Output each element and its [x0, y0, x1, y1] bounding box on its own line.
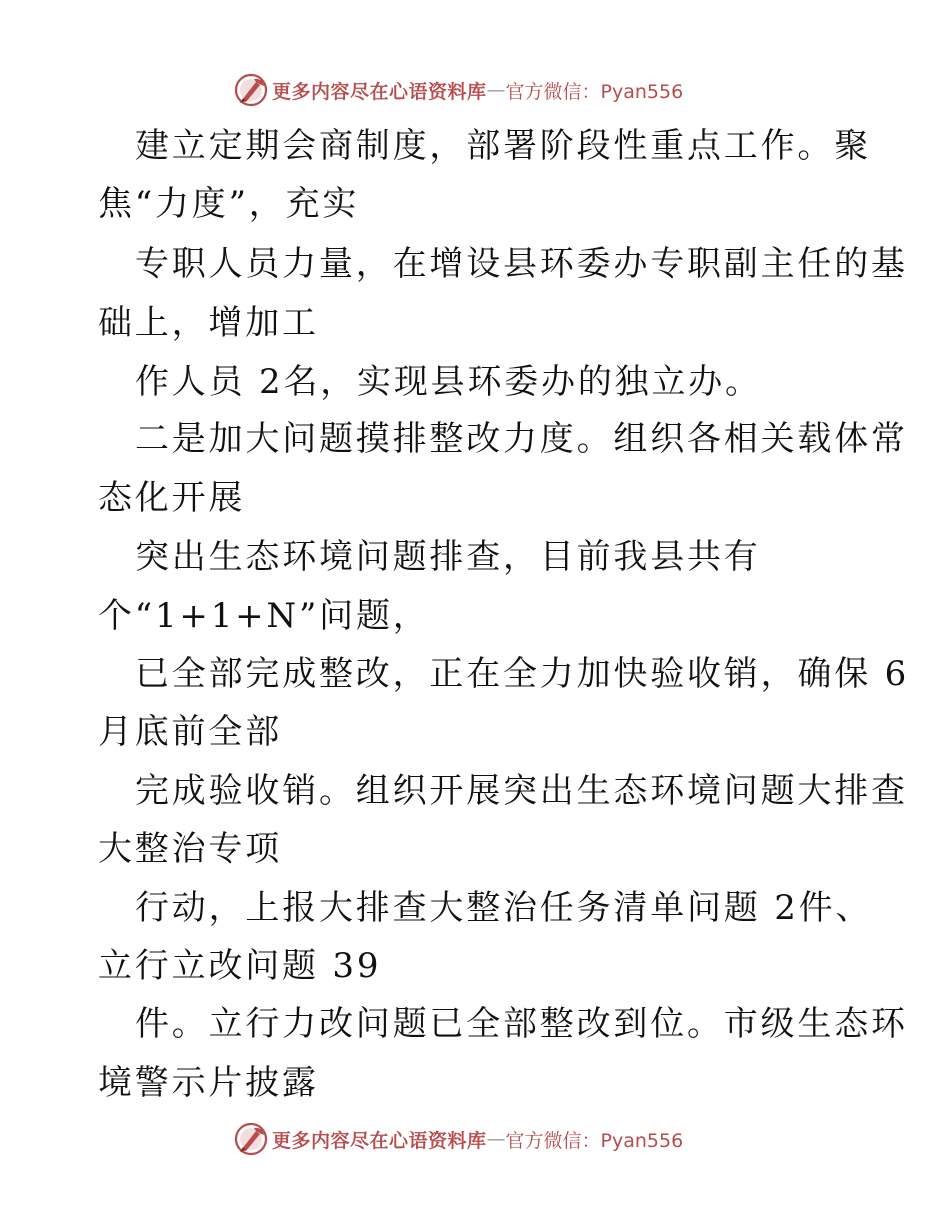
body-line: 专职人员力量，在增设县环委办专职副主任的基	[135, 244, 908, 284]
body-line: 件。立行力改问题已全部整改到位。市级生态环	[135, 1004, 908, 1044]
footer-site-text: 更多内容尽在心语资料库	[272, 1129, 487, 1152]
quill-pen-logo-icon	[234, 73, 268, 107]
quill-pen-logo-icon	[234, 1122, 268, 1156]
body-line: 焦“力度”，充实	[98, 184, 360, 224]
body-line: 月底前全部	[98, 712, 282, 752]
body-line: 已全部完成整改，正在全力加快验收销，确保 6	[135, 654, 910, 694]
body-line: 二是加大问题摸排整改力度。组织各相关载体常	[135, 419, 908, 459]
body-line: 完成验收销。组织开展突出生态环境问题大排查	[135, 771, 908, 811]
header-wechat-text: 官方微信：Pyan556	[505, 80, 684, 103]
footer-banner	[234, 1119, 683, 1159]
body-line: 境警示片披露	[98, 1063, 319, 1103]
body-line: 建立定期会商制度，部署阶段性重点工作。聚	[135, 126, 871, 166]
body-line: 态化开展	[98, 478, 246, 518]
body-line: 作人员 2名，实现县环委办的独立办。	[135, 362, 762, 402]
header-separator: —	[486, 79, 506, 101]
body-line: 突出生态环境问题排查，目前我县共有	[135, 537, 761, 577]
header-banner	[234, 70, 683, 110]
body-line: 立行立改问题 39	[98, 946, 382, 986]
body-line: 个“1+1+N”问题，	[98, 596, 430, 636]
footer-separator: —	[486, 1128, 506, 1150]
header-site-text: 更多内容尽在心语资料库	[272, 80, 487, 103]
body-line: 础上，增加工	[98, 303, 319, 343]
footer-wechat-text: 官方微信：Pyan556	[505, 1129, 684, 1152]
body-line: 大整治专项	[98, 829, 282, 869]
body-line: 行动，上报大排查大整治任务清单问题 2件、	[135, 888, 873, 928]
